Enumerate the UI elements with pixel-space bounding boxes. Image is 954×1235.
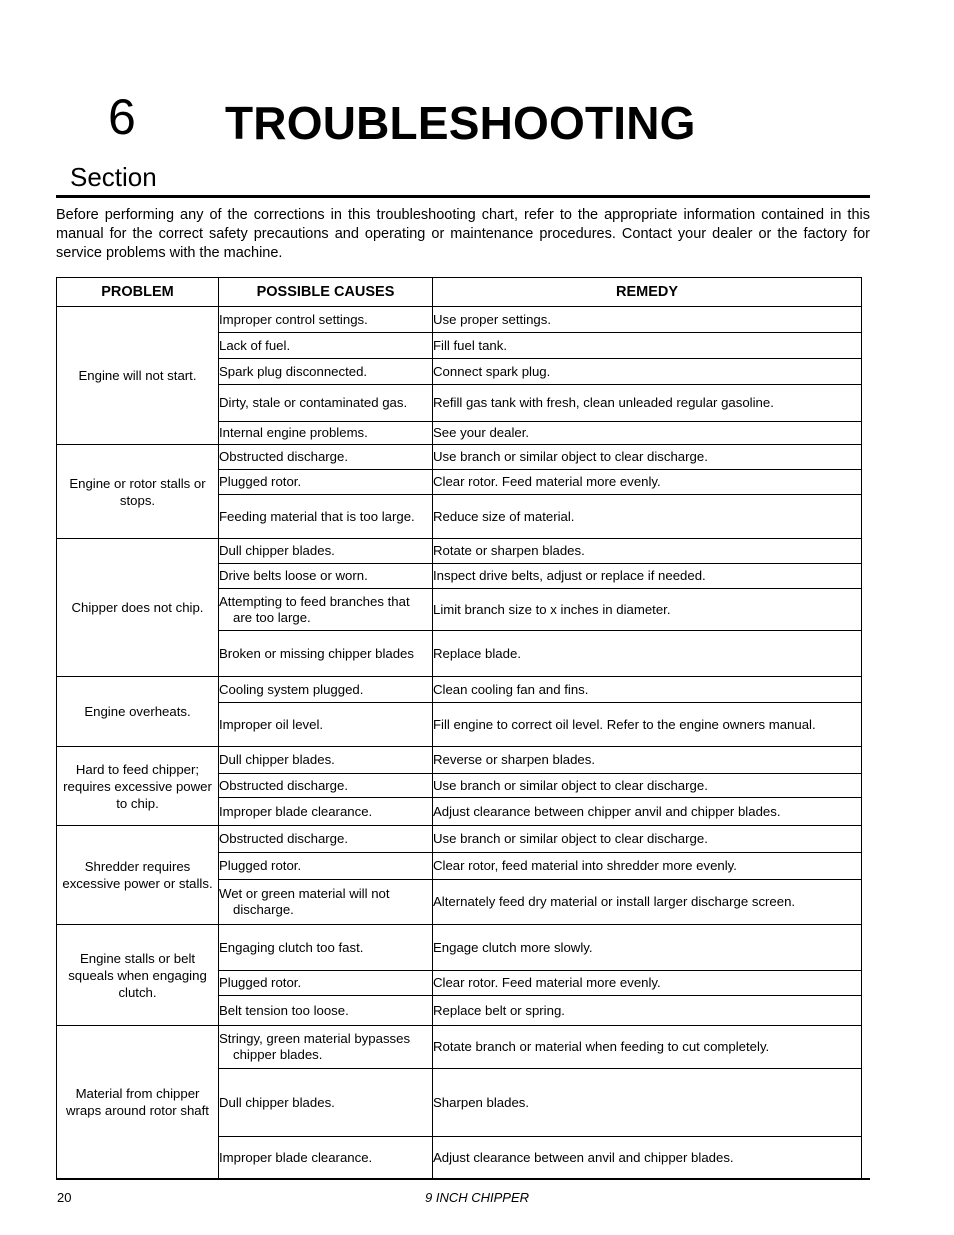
problem-cell: Engine or rotor stalls or stops. xyxy=(57,445,219,539)
table-row xyxy=(57,826,862,853)
title-rule xyxy=(56,195,870,198)
cause-cell: Lack of fuel. xyxy=(219,333,433,359)
table-row xyxy=(57,925,862,971)
remedy-cell: Fill fuel tank. xyxy=(433,333,862,359)
table-row xyxy=(57,445,862,470)
remedy-cell: Rotate or sharpen blades. xyxy=(433,539,862,564)
remedy-cell: Reduce size of material. xyxy=(433,495,862,539)
chapter-title: TROUBLESHOOTING xyxy=(225,97,696,149)
page-number: 20 xyxy=(57,1190,72,1205)
remedy-cell: Use branch or similar object to clear discharge. xyxy=(433,826,862,853)
remedy-cell: Sharpen blades. xyxy=(433,1069,862,1137)
cause-cell: Obstructed discharge. xyxy=(219,445,433,470)
section-label: Section xyxy=(70,162,157,192)
problem-cell: Shredder requires excessive power or stalls. xyxy=(57,826,219,925)
cause-cell xyxy=(219,880,433,925)
cause-cell: Plugged rotor. xyxy=(219,853,433,880)
remedy-cell: See your dealer. xyxy=(433,422,862,445)
cause-cell: Improper control settings. xyxy=(219,307,433,333)
remedy-cell: Refill gas tank with fresh, clean unleaded regular gasoline. xyxy=(433,385,862,422)
table-row xyxy=(57,539,862,564)
cause-cell: Dirty, stale or contaminated gas. xyxy=(219,385,433,422)
remedy-cell: Inspect drive belts, adjust or replace if needed. xyxy=(433,564,862,589)
remedy-cell: Clear rotor, feed material into shredder more evenly. xyxy=(433,853,862,880)
cause-cell: Improper blade clearance. xyxy=(219,798,433,826)
remedy-cell: Reverse or sharpen blades. xyxy=(433,747,862,774)
remedy-cell: Limit branch size to x inches in diameter. xyxy=(433,589,862,631)
remedy-cell: Adjust clearance between anvil and chipper blades. xyxy=(433,1137,862,1179)
problem-cell: Engine stalls or belt squeals when engaging clutch. xyxy=(57,925,219,1026)
problem-cell: Chipper does not chip. xyxy=(57,539,219,677)
table-row xyxy=(57,747,862,774)
cause-cell: Feeding material that is too large. xyxy=(219,495,433,539)
cause-cell: Dull chipper blades. xyxy=(219,1069,433,1137)
table-row xyxy=(57,1026,862,1069)
problem-cell: Material from chipper wraps around rotor shaft xyxy=(57,1026,219,1179)
cause-cell: Improper oil level. xyxy=(219,703,433,747)
remedy-cell: Use branch or similar object to clear discharge. xyxy=(433,774,862,798)
cause-cell: Improper blade clearance. xyxy=(219,1137,433,1179)
cause-cell: Cooling system plugged. xyxy=(219,677,433,703)
cause-cell: Internal engine problems. xyxy=(219,422,433,445)
cause-cell xyxy=(219,589,433,631)
problem-cell: Engine overheats. xyxy=(57,677,219,747)
header-remedy: REMEDY xyxy=(433,278,862,307)
table-row xyxy=(57,677,862,703)
cause-cell xyxy=(219,1026,433,1069)
cause-cell: Dull chipper blades. xyxy=(219,747,433,774)
remedy-cell: Rotate branch or material when feeding to cut completely. xyxy=(433,1026,862,1069)
remedy-cell: Connect spark plug. xyxy=(433,359,862,385)
footer-rule xyxy=(56,1178,870,1180)
problem-cell: Hard to feed chipper; requires excessive power to chip. xyxy=(57,747,219,826)
remedy-cell: Use branch or similar object to clear discharge. xyxy=(433,445,862,470)
cause-cell: Broken or missing chipper blades xyxy=(219,631,433,677)
cause-text: Stringy, green material bypasses chipper blades. xyxy=(219,1031,411,1062)
header-problem: PROBLEM xyxy=(57,278,219,307)
cause-cell: Obstructed discharge. xyxy=(219,774,433,798)
remedy-cell: Fill engine to correct oil level. Refer to the engine owners manual. xyxy=(433,703,862,747)
remedy-cell: Clear rotor. Feed material more evenly. xyxy=(433,971,862,996)
remedy-cell: Replace belt or spring. xyxy=(433,996,862,1026)
cause-text: Attempting to feed branches that are too large. xyxy=(219,593,410,625)
cause-cell: Spark plug disconnected. xyxy=(219,359,433,385)
remedy-cell: Alternately feed dry material or install larger discharge screen. xyxy=(433,880,862,925)
remedy-cell: Replace blade. xyxy=(433,631,862,677)
troubleshooting-table xyxy=(56,277,862,1179)
chapter-number: 6 xyxy=(108,89,136,145)
cause-cell: Drive belts loose or worn. xyxy=(219,564,433,589)
cause-cell: Obstructed discharge. xyxy=(219,826,433,853)
remedy-cell: Engage clutch more slowly. xyxy=(433,925,862,971)
intro-paragraph: Before performing any of the corrections in this troubleshooting chart, refer to the appropriate information contained in this manual for the correct safety precautions and operating or maintenance procedures. Contact your dealer or the factory for service problems with the machine. xyxy=(56,207,870,261)
cause-cell: Belt tension too loose. xyxy=(219,996,433,1026)
cause-cell: Plugged rotor. xyxy=(219,470,433,495)
cause-cell: Engaging clutch too fast. xyxy=(219,925,433,971)
table-header-row xyxy=(57,278,862,307)
table-row xyxy=(57,307,862,333)
footer-title: 9 INCH CHIPPER xyxy=(424,1190,530,1205)
remedy-cell: Adjust clearance between chipper anvil and chipper blades. xyxy=(433,798,862,826)
remedy-cell: Use proper settings. xyxy=(433,307,862,333)
cause-cell: Plugged rotor. xyxy=(219,971,433,996)
problem-cell: Engine will not start. xyxy=(57,307,219,445)
cause-text: Wet or green material will not discharge. xyxy=(219,886,390,917)
header-causes: POSSIBLE CAUSES xyxy=(219,278,433,307)
cause-cell: Dull chipper blades. xyxy=(219,539,433,564)
remedy-cell: Clear rotor. Feed material more evenly. xyxy=(433,470,862,495)
remedy-cell: Clean cooling fan and fins. xyxy=(433,677,862,703)
